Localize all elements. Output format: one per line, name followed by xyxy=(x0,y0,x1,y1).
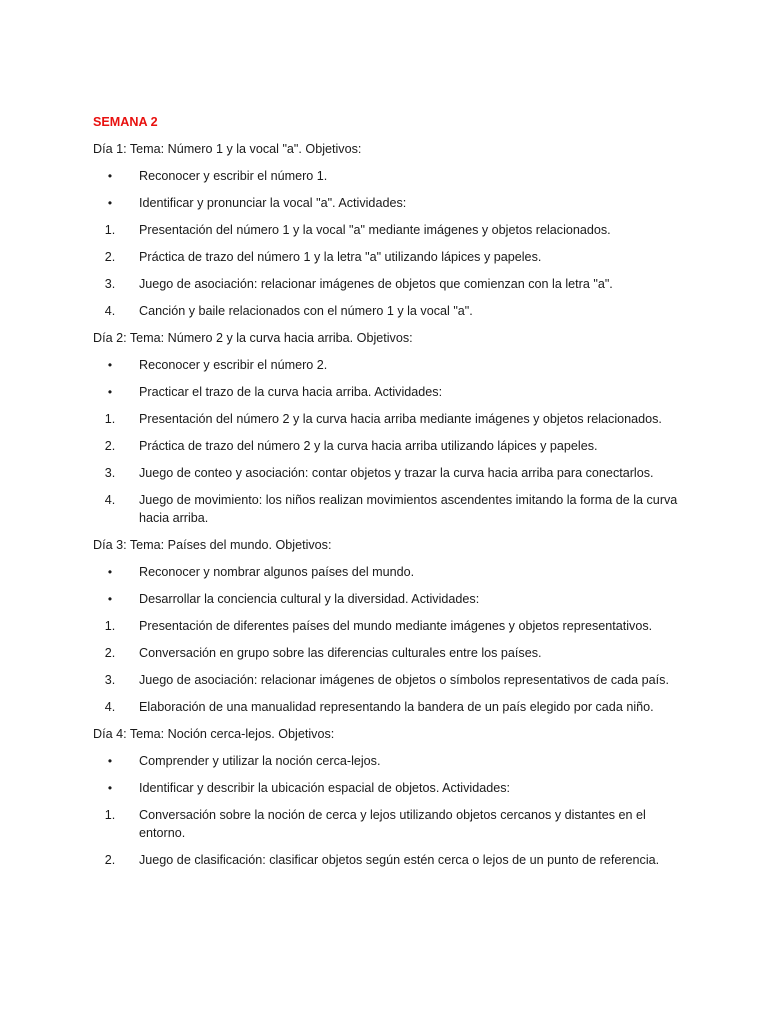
objective-text: Identificar y pronunciar la vocal "a". Actividades: xyxy=(139,196,407,210)
activity-number: 3. xyxy=(104,466,116,480)
objective-text: Reconocer y nombrar algunos países del mundo. xyxy=(139,565,415,579)
activity-number: 2. xyxy=(104,853,116,867)
objectives-list xyxy=(93,563,693,608)
activity-item xyxy=(93,617,693,635)
bullet-marker: • xyxy=(107,385,113,399)
bullet-marker: • xyxy=(107,565,113,579)
activity-number: 3. xyxy=(104,277,116,291)
activity-text: Juego de movimiento: los niños realizan movimientos ascendentes imitando la forma de la curva hacia arriba. xyxy=(139,493,678,525)
activity-item xyxy=(93,275,693,293)
objective-text: Comprender y utilizar la noción cerca-lejos. xyxy=(139,754,381,768)
activity-item xyxy=(93,302,693,320)
activity-text: Presentación del número 2 y la curva hacia arriba mediante imágenes y objetos relacionados. xyxy=(139,412,662,426)
activity-text: Juego de asociación: relacionar imágenes de objetos que comienzan con la letra "a". xyxy=(139,277,613,291)
activity-number: 2. xyxy=(104,439,116,453)
day-header: Día 4: Tema: Noción cerca-lejos. Objetivos: xyxy=(93,727,335,741)
objective-text: Practicar el trazo de la curva hacia arriba. Actividades: xyxy=(139,385,443,399)
activity-item xyxy=(93,221,693,239)
activity-item xyxy=(93,248,693,266)
day-section xyxy=(93,725,693,869)
activity-text: Presentación del número 1 y la vocal "a" mediante imágenes y objetos relacionados. xyxy=(139,223,611,237)
activity-number: 4. xyxy=(104,493,116,507)
document-content xyxy=(93,113,693,878)
activity-item xyxy=(93,806,693,842)
activity-number: 1. xyxy=(104,619,116,633)
bullet-marker: • xyxy=(107,781,113,795)
bullet-marker: • xyxy=(107,196,113,210)
activities-list xyxy=(93,617,693,716)
activity-item xyxy=(93,671,693,689)
activities-list xyxy=(93,410,693,527)
bullet-marker: • xyxy=(107,592,113,606)
day-header: Día 2: Tema: Número 2 y la curva hacia arriba. Objetivos: xyxy=(93,331,413,345)
day-header: Día 3: Tema: Países del mundo. Objetivos: xyxy=(93,538,332,552)
activity-text: Práctica de trazo del número 1 y la letra "a" utilizando lápices y papeles. xyxy=(139,250,542,264)
day-section xyxy=(93,140,693,320)
day-header: Día 1: Tema: Número 1 y la vocal "a". Objetivos: xyxy=(93,142,362,156)
objective-text: Identificar y describir la ubicación espacial de objetos. Actividades: xyxy=(139,781,511,795)
activity-text: Elaboración de una manualidad representando la bandera de un país elegido por cada niño. xyxy=(139,700,654,714)
activity-text: Canción y baile relacionados con el número 1 y la vocal "a". xyxy=(139,304,473,318)
objective-item xyxy=(93,563,693,581)
activities-list xyxy=(93,806,693,869)
day-section xyxy=(93,536,693,716)
activity-text: Juego de clasificación: clasificar objetos según estén cerca o lejos de un punto de referencia. xyxy=(139,853,660,867)
activity-number: 2. xyxy=(104,250,116,264)
objective-text: Desarrollar la conciencia cultural y la diversidad. Actividades: xyxy=(139,592,480,606)
activity-text: Juego de conteo y asociación: contar objetos y trazar la curva hacia arriba para conectarlos. xyxy=(139,466,654,480)
activity-text: Presentación de diferentes países del mundo mediante imágenes y objetos representativos. xyxy=(139,619,653,633)
activity-text: Juego de asociación: relacionar imágenes de objetos o símbolos representativos de cada país. xyxy=(139,673,669,687)
objectives-list xyxy=(93,167,693,212)
objective-text: Reconocer y escribir el número 2. xyxy=(139,358,328,372)
objective-item xyxy=(93,590,693,608)
objective-item xyxy=(93,167,693,185)
objective-item xyxy=(93,779,693,797)
activity-item xyxy=(93,410,693,428)
activity-item xyxy=(93,491,693,527)
objectives-list xyxy=(93,752,693,797)
bullet-marker: • xyxy=(107,358,113,372)
objective-item xyxy=(93,356,693,374)
objectives-list xyxy=(93,356,693,401)
activity-number: 1. xyxy=(104,223,116,237)
activities-list xyxy=(93,221,693,320)
activity-number: 4. xyxy=(104,700,116,714)
objective-item xyxy=(93,383,693,401)
activity-number: 4. xyxy=(104,304,116,318)
activity-item xyxy=(93,437,693,455)
week-heading: SEMANA 2 xyxy=(93,115,158,129)
activity-text: Práctica de trazo del número 2 y la curva hacia arriba utilizando lápices y papeles. xyxy=(139,439,598,453)
activity-item xyxy=(93,698,693,716)
activity-text: Conversación sobre la noción de cerca y lejos utilizando objetos cercanos y distantes en el entorno. xyxy=(139,808,646,840)
day-section xyxy=(93,329,693,527)
activity-item xyxy=(93,644,693,662)
objective-text: Reconocer y escribir el número 1. xyxy=(139,169,328,183)
bullet-marker: • xyxy=(107,754,113,768)
objective-item xyxy=(93,194,693,212)
activity-number: 2. xyxy=(104,646,116,660)
activity-number: 1. xyxy=(104,412,116,426)
activity-number: 3. xyxy=(104,673,116,687)
bullet-marker: • xyxy=(107,169,113,183)
activity-number: 1. xyxy=(104,808,116,822)
activity-item xyxy=(93,851,693,869)
objective-item xyxy=(93,752,693,770)
activity-text: Conversación en grupo sobre las diferencias culturales entre los países. xyxy=(139,646,542,660)
activity-item xyxy=(93,464,693,482)
